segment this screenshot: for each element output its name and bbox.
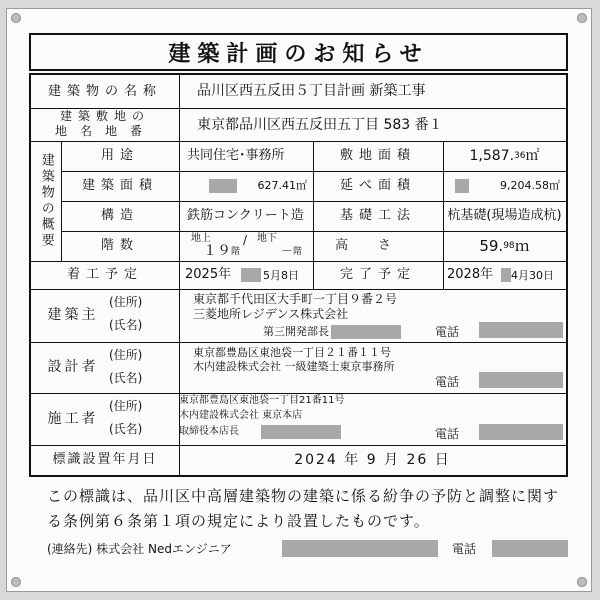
below-floor-unit: 階 [293,247,303,257]
owner-address: 東京都千代田区大手町一丁目９番２号 [193,292,398,306]
contractor-representative: 取締役本店長 [179,426,239,437]
contractor-addr-label: (住所) [109,399,143,413]
designer-phone-label: 電話 [435,375,460,389]
designer-address: 東京都豊島区東池袋一丁目２１番１１号 [193,346,391,359]
above-ground-label: 地上 [191,233,211,244]
owner-name-label: (氏名) [109,318,143,332]
foundation-value: 杭基礎(現場造成杭) [447,208,562,224]
height-unit: ｍ [514,237,530,255]
finish-year: 2028年 [447,267,494,282]
notice-title: 建築計画のお知らせ [29,33,568,71]
posted-date: 2024 年 9 月 26 日 [294,451,451,468]
below-ground-value: － [281,244,294,258]
redaction [241,268,261,282]
name-label: 建築物の名称 [47,83,162,99]
below-ground-label: 地下 [257,233,277,244]
start-value [181,261,313,289]
foundation-label: 基礎工法 [339,208,416,224]
redaction [501,268,511,282]
use-label: 用途 [100,148,139,164]
contractor-name-label: (氏名) [109,422,143,436]
redaction [479,372,563,388]
redaction [261,425,341,439]
redaction [479,322,563,338]
height-decimal: 98 [503,240,515,251]
floors-value [183,231,313,261]
screw-top-right [577,13,587,23]
floor-area-value: 9,204.58㎡ [500,179,560,193]
finish-label: 完了予定 [339,267,416,283]
floor-area-label: 延べ面積 [339,178,416,194]
use-value: 共同住宅･事務所 [187,148,285,164]
finish-date: 4月30日 [511,269,554,282]
redaction [282,540,438,557]
start-label: 着工予定 [66,267,143,283]
site-area-decimal: 36 [514,150,526,161]
site-area-integer: 1,587. [469,147,515,164]
finish-value [443,261,566,289]
designer-name-label: (氏名) [109,371,143,385]
height-value [443,231,566,261]
start-year: 2025年 [185,267,232,282]
contact-label: (連絡先) [47,542,93,556]
notice-text: この標識は、品川区中高層建築物の建築に係る紛争の予防と調整に関する条例第６条第１項の規定により設置したものです。 [47,487,560,530]
name-value: 品川区西五反田５丁目計画 新築工事 [197,83,426,100]
owner-department: 第三開発部長 [263,325,329,338]
height-integer: 59. [479,237,504,255]
structure-value: 鉄筋コンクリート造 [187,208,304,224]
site-area-label: 敷地面積 [339,148,416,164]
designer-company: 木内建設株式会社 一級建築士東京事務所 [193,360,395,373]
redaction [479,424,563,440]
building-area-value: 627.41㎡ [257,179,307,193]
screw-bottom-left [11,577,21,587]
screw-bottom-right [577,577,587,587]
designer-label: 設計者 [47,359,99,376]
owner-label: 建築主 [47,307,99,324]
floors-label: 階数 [100,238,139,254]
contractor-company: 木内建設株式会社 東京本店 [179,410,303,421]
posted-label: 標識設置年月日 [52,452,158,468]
screw-top-left [11,13,21,23]
structure-label: 構造 [100,208,139,224]
start-date: 5月8日 [263,269,299,282]
site-area-value [443,141,566,171]
owner-company: 三菱地所レジデンス株式会社 [193,307,349,321]
owner-phone-label: 電話 [435,325,460,339]
contractor-phone-label: 電話 [435,427,460,441]
site-value: 東京都品川区西五反田五丁目 583 番１ [197,116,443,133]
contact-line [47,540,232,557]
contractor-address: 東京都豊島区東池袋一丁目21番11号 [179,395,345,406]
contact-phone-label: 電話 [452,542,477,556]
site-label [31,109,179,141]
overview-label: 建築物の概要 [38,153,54,249]
floors-separator: / [243,233,248,247]
site-area-unit: ㎡ [525,147,540,164]
info-table [29,73,568,477]
contact-company: 株式会社 Nedエンジニア [96,542,232,556]
height-label: 高さ [334,238,421,254]
above-floor-unit: 階 [231,247,241,257]
redaction [455,179,469,193]
building-area-label: 建築面積 [81,178,158,194]
redaction [331,325,401,339]
redaction [209,179,237,193]
owner-addr-label: (住所) [109,295,143,309]
site-label-line2: 地名地番 [54,124,155,138]
above-ground-value: １９ [203,243,231,259]
designer-addr-label: (住所) [109,348,143,362]
contractor-label: 施工者 [47,410,99,427]
site-label-line1: 建築敷地の [59,109,150,123]
redaction [492,540,568,557]
